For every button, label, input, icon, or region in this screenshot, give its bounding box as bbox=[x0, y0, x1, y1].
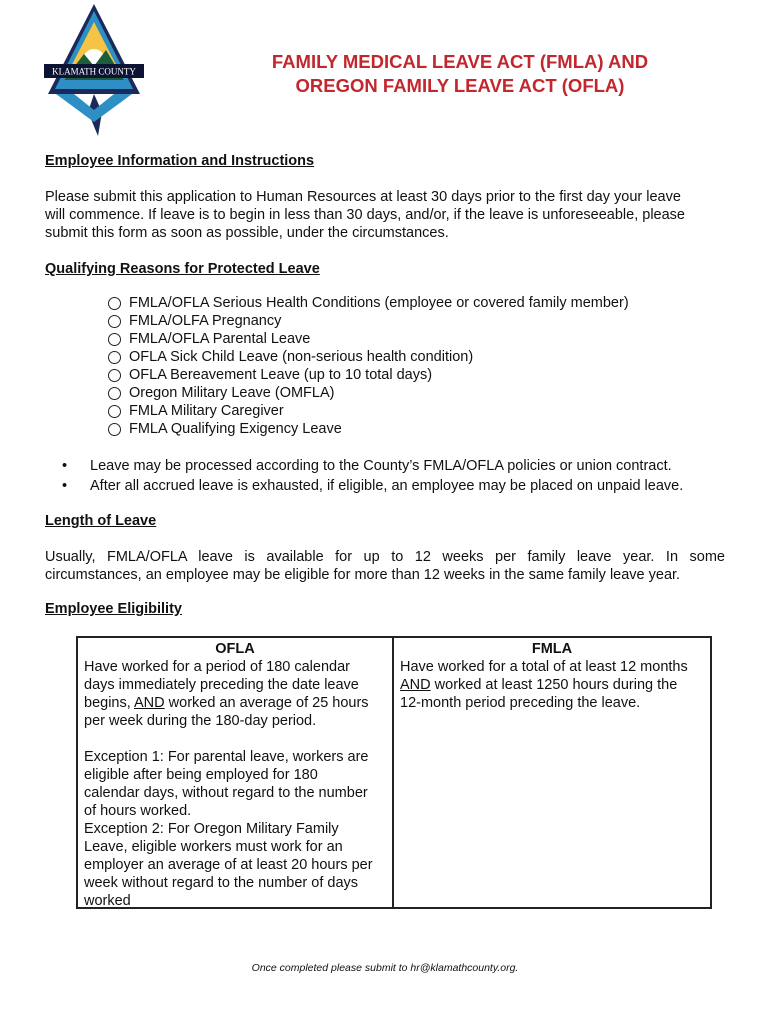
reason-option[interactable] bbox=[108, 348, 629, 366]
ofla-line: Have worked for a period of 180 calendar bbox=[84, 659, 350, 675]
reason-option[interactable] bbox=[108, 294, 629, 312]
reason-option[interactable] bbox=[108, 312, 629, 330]
reason-label: OFLA Sick Child Leave (non-serious health condition) bbox=[129, 349, 474, 365]
fmla-line: 12-month period preceding the leave. bbox=[400, 695, 641, 711]
radio-button[interactable] bbox=[108, 405, 121, 418]
reason-option[interactable] bbox=[108, 330, 629, 348]
fmla-line: Have worked for a total of at least 12 months bbox=[400, 659, 688, 675]
reason-label: OFLA Bereavement Leave (up to 10 total days) bbox=[129, 367, 433, 383]
ofla-exception-line: Exception 1: For parental leave, workers are bbox=[84, 749, 369, 765]
ofla-and: AND bbox=[134, 695, 165, 711]
radio-button[interactable] bbox=[108, 387, 121, 400]
ofla-exception-line: worked bbox=[84, 893, 131, 909]
title-line-1: FAMILY MEDICAL LEAVE ACT (FMLA) AND bbox=[271, 51, 649, 72]
reasons-list bbox=[108, 294, 629, 438]
reason-label: FMLA/OFLA Parental Leave bbox=[129, 331, 311, 347]
ofla-line-post: worked an average of 25 hours bbox=[164, 695, 369, 711]
fmla-and: AND bbox=[400, 677, 431, 693]
length-line: circumstances, an employee may be eligible for more than 12 weeks in the same family leave year. bbox=[45, 567, 681, 583]
instructions-line: will commence. If leave is to begin in less than 30 days, and/or, if the leave is unforeseeable, please bbox=[45, 207, 685, 223]
instructions-line: Please submit this application to Human Resources at least 30 days prior to the first day your leave bbox=[45, 189, 681, 205]
ofla-exception-line: Leave, eligible workers must work for an bbox=[84, 839, 343, 855]
list-item bbox=[62, 456, 683, 476]
ofla-exception-line: employer an average of at least 20 hours per bbox=[84, 857, 373, 873]
footer-note: Once completed please submit to hr@klamathcounty.org. bbox=[251, 962, 519, 974]
reason-label: FMLA/OFLA Serious Health Conditions (employee or covered family member) bbox=[129, 295, 629, 311]
reason-option[interactable] bbox=[108, 384, 629, 402]
eligibility-heading: Employee Eligibility bbox=[45, 601, 182, 617]
ofla-line bbox=[84, 694, 386, 712]
radio-button[interactable] bbox=[108, 351, 121, 364]
svg-text:KLAMATH COUNTY: KLAMATH COUNTY bbox=[52, 66, 136, 77]
ofla-line-pre: begins, bbox=[84, 695, 134, 711]
fmla-line-post: worked at least 1250 hours during the bbox=[430, 677, 678, 693]
instructions-line: submit this form as soon as possible, under the circumstances. bbox=[45, 225, 449, 241]
ofla-exception-line: week without regard to the number of days bbox=[84, 875, 359, 891]
radio-button[interactable] bbox=[108, 315, 121, 328]
radio-button[interactable] bbox=[108, 333, 121, 346]
radio-button[interactable] bbox=[108, 297, 121, 310]
radio-button[interactable] bbox=[108, 369, 121, 382]
klamath-county-logo bbox=[44, 2, 144, 138]
title-line-2: OREGON FAMILY LEAVE ACT (OFLA) bbox=[295, 75, 625, 96]
reason-option[interactable] bbox=[108, 420, 629, 438]
bullet-icon: • bbox=[62, 458, 68, 474]
ofla-exception-line: of hours worked. bbox=[84, 803, 192, 819]
instructions-paragraph bbox=[45, 188, 725, 242]
ofla-line: days immediately preceding the date leave bbox=[84, 677, 359, 693]
reason-label: FMLA/OLFA Pregnancy bbox=[129, 313, 282, 329]
reason-option[interactable] bbox=[108, 366, 629, 384]
reasons-heading: Qualifying Reasons for Protected Leave bbox=[45, 261, 320, 277]
document-title bbox=[160, 50, 760, 98]
length-line: Usually, FMLA/OFLA leave is available for up to 12 weeks per family leave year. In some bbox=[45, 549, 725, 565]
notes-list bbox=[62, 456, 683, 496]
eligibility-table bbox=[76, 636, 712, 909]
fmla-column bbox=[394, 638, 710, 907]
reason-option[interactable] bbox=[108, 402, 629, 420]
ofla-exception-line: Exception 2: For Oregon Military Family bbox=[84, 821, 339, 837]
length-paragraph bbox=[45, 548, 725, 584]
reason-label: Oregon Military Leave (OMFLA) bbox=[129, 385, 335, 401]
instructions-heading: Employee Information and Instructions bbox=[45, 153, 315, 169]
ofla-exception-line: eligible after being employed for 180 bbox=[84, 767, 318, 783]
radio-button[interactable] bbox=[108, 423, 121, 436]
ofla-column bbox=[78, 638, 394, 907]
note-text: After all accrued leave is exhausted, if eligible, an employee may be placed on unpaid leave. bbox=[90, 478, 684, 494]
list-item bbox=[62, 476, 683, 496]
ofla-exception-line: calendar days, without regard to the number bbox=[84, 785, 368, 801]
ofla-line: per week during the 180-day period. bbox=[84, 713, 317, 729]
fmla-title: FMLA bbox=[531, 641, 573, 657]
fmla-line bbox=[400, 676, 704, 694]
bullet-icon: • bbox=[62, 478, 68, 494]
reason-label: FMLA Military Caregiver bbox=[129, 403, 284, 419]
reason-label: FMLA Qualifying Exigency Leave bbox=[129, 421, 342, 437]
length-heading: Length of Leave bbox=[45, 513, 157, 529]
note-text: Leave may be processed according to the County’s FMLA/OFLA policies or union contract. bbox=[90, 458, 672, 474]
ofla-title: OFLA bbox=[215, 641, 255, 657]
